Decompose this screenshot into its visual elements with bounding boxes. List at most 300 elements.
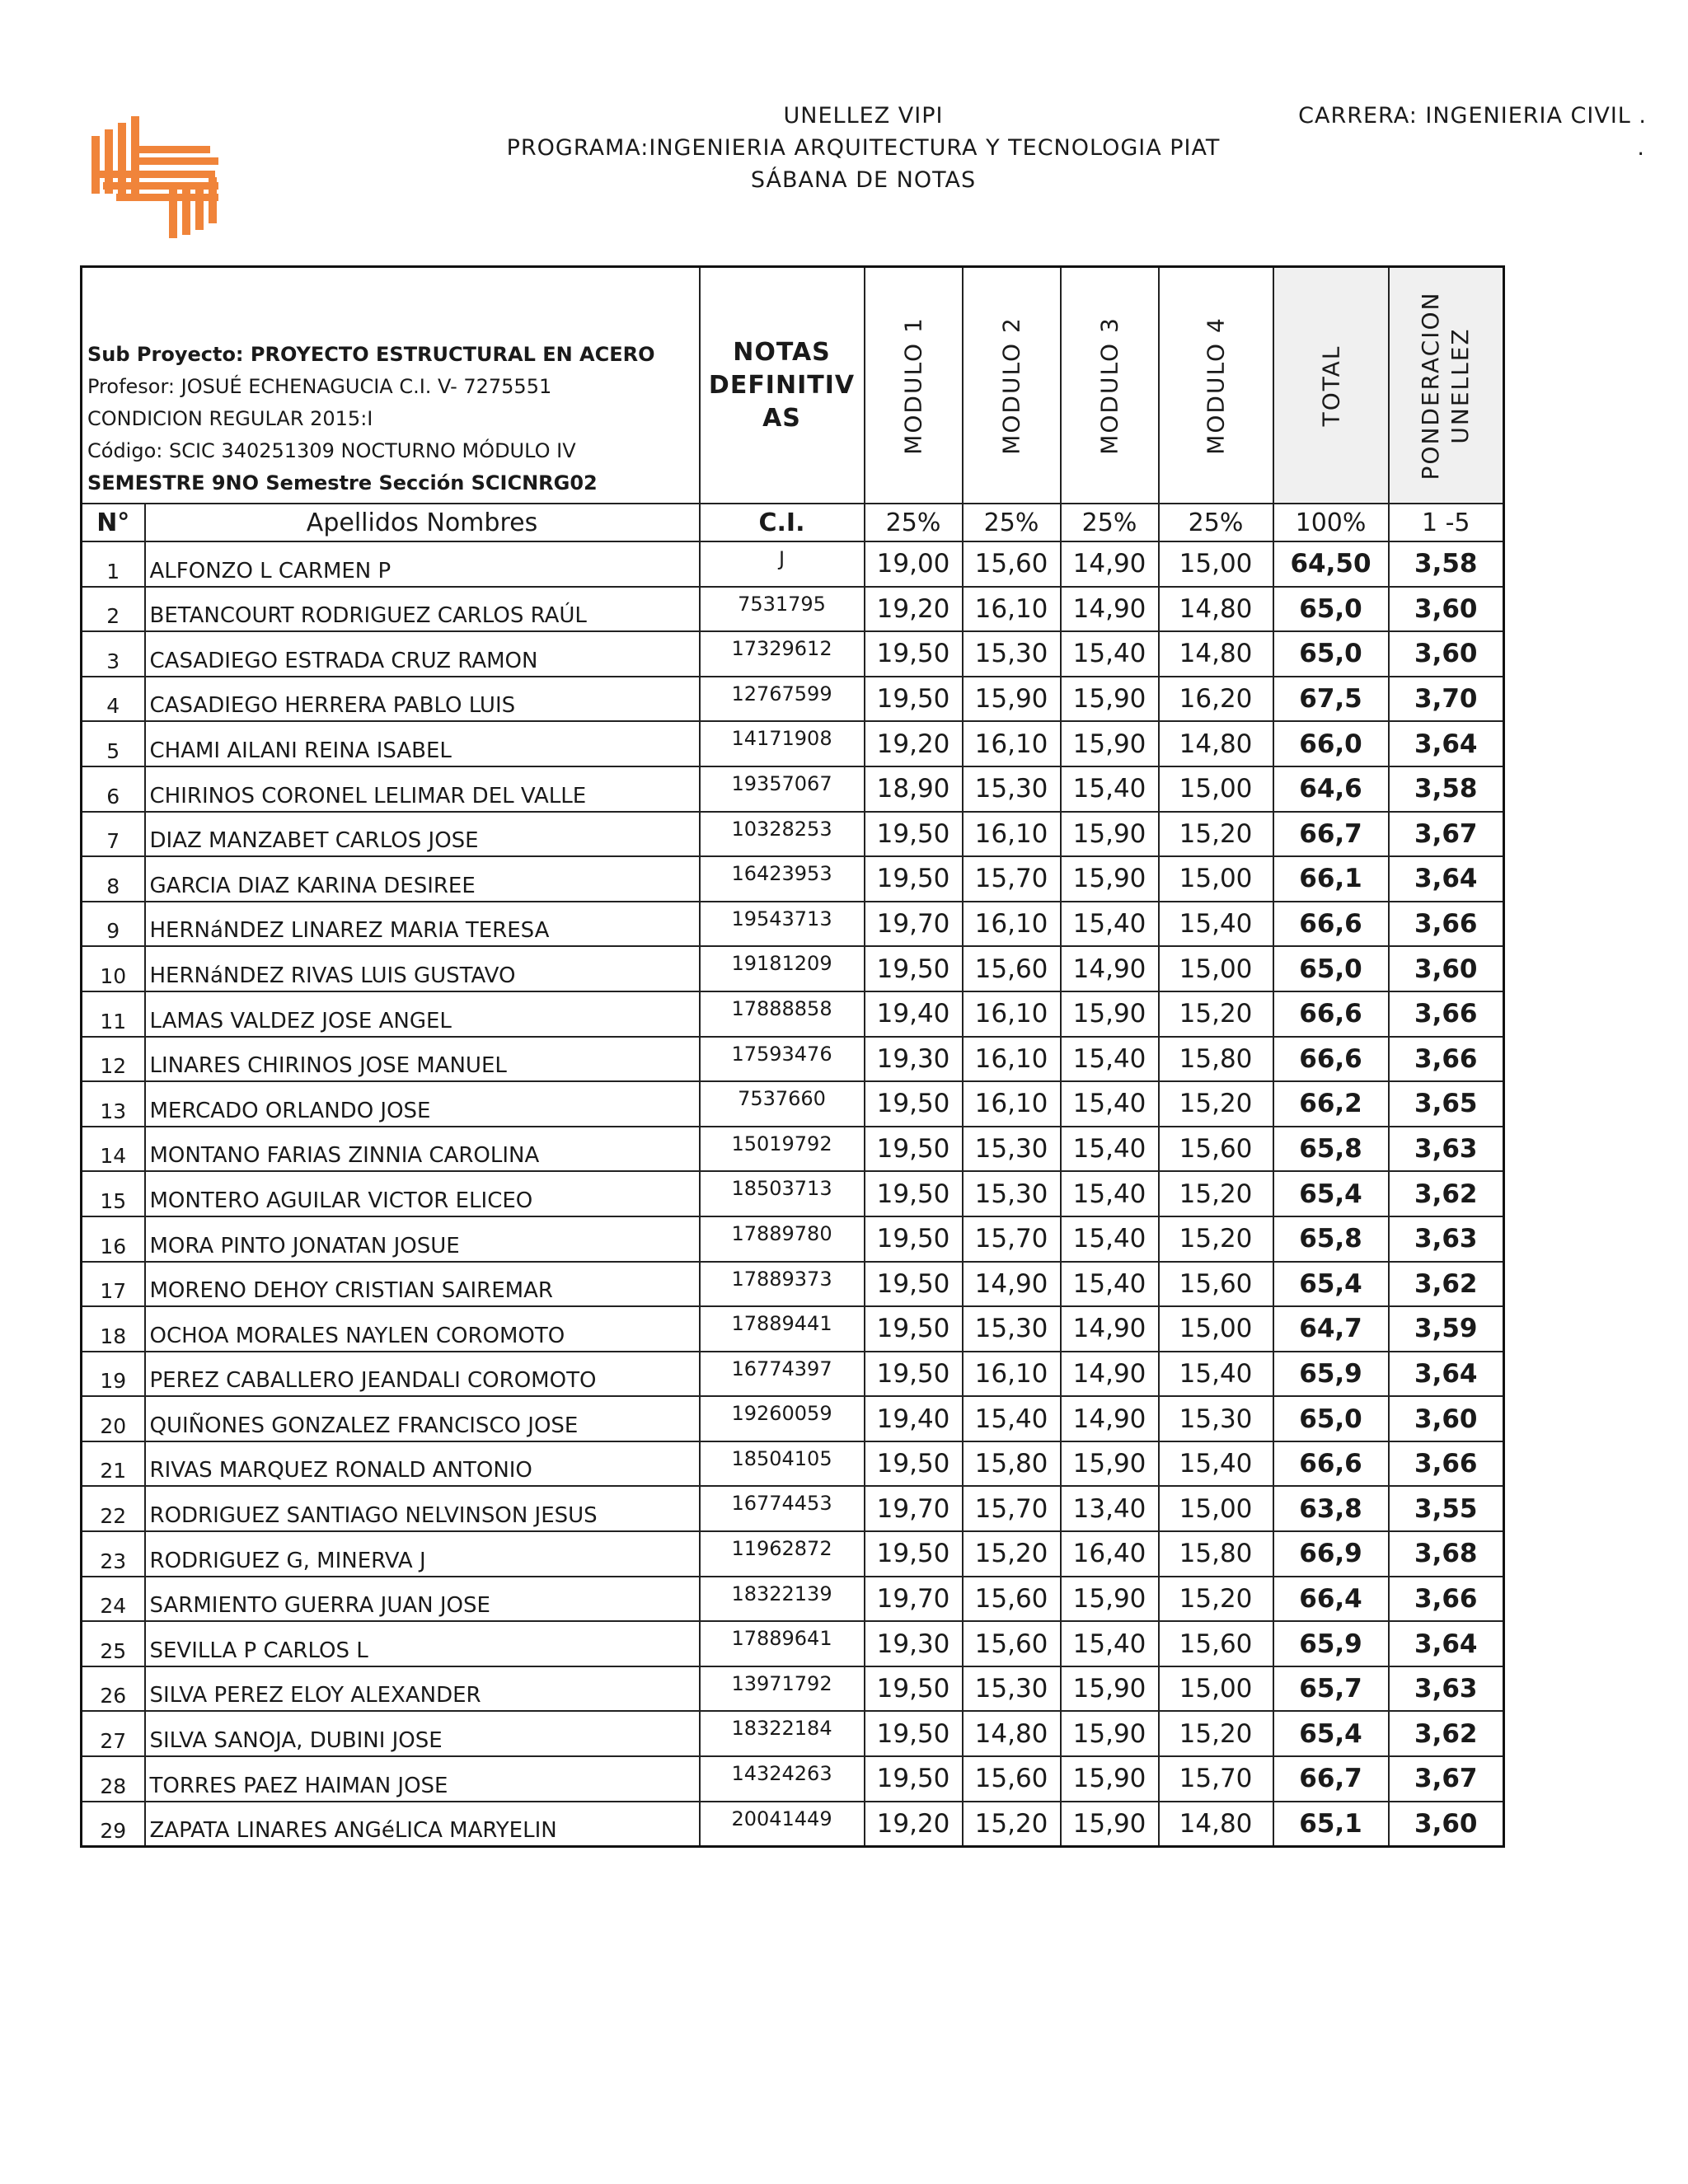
modulo1-header — [865, 267, 963, 504]
ponderacion-grade: 3,62 — [1389, 1171, 1504, 1216]
table-row — [82, 812, 1504, 857]
modulo1-grade: 19,50 — [865, 1081, 963, 1127]
ponderacion-grade: 3,64 — [1389, 856, 1504, 902]
total-grade: 65,9 — [1273, 1352, 1389, 1397]
row-number: 27 — [82, 1711, 145, 1756]
table-row — [82, 856, 1504, 902]
ponderacion-grade: 3,68 — [1389, 1531, 1504, 1577]
total-grade: 65,7 — [1273, 1666, 1389, 1712]
modulo2-grade: 16,10 — [963, 1352, 1061, 1397]
modulo2-grade: 15,60 — [963, 1621, 1061, 1666]
total-grade: 65,0 — [1273, 631, 1389, 677]
table-row — [82, 1396, 1504, 1441]
row-number: 12 — [82, 1037, 145, 1082]
student-ci: 20041449 — [700, 1802, 865, 1847]
modulo2-grade: 16,10 — [963, 721, 1061, 766]
row-number: 20 — [82, 1396, 145, 1441]
modulo3-grade: 13,40 — [1061, 1486, 1159, 1531]
modulo3-grade: 16,40 — [1061, 1531, 1159, 1577]
student-ci: 17889441 — [700, 1306, 865, 1352]
row-number: 14 — [82, 1127, 145, 1172]
row-number: 7 — [82, 812, 145, 857]
table-row — [82, 902, 1504, 947]
modulo2-grade: 16,10 — [963, 1037, 1061, 1082]
row-number: 5 — [82, 721, 145, 766]
modulo4-grade: 14,80 — [1159, 631, 1273, 677]
student-name: RODRIGUEZ SANTIAGO NELVINSON JESUS — [145, 1486, 700, 1531]
weight-ponderacion: 1 -5 — [1389, 504, 1504, 541]
total-header — [1273, 267, 1389, 504]
ponderacion-grade: 3,66 — [1389, 991, 1504, 1037]
modulo2-grade: 15,30 — [963, 1306, 1061, 1352]
student-ci: 18322139 — [700, 1577, 865, 1622]
ponderacion-grade: 3,64 — [1389, 721, 1504, 766]
ponderacion-grade: 3,58 — [1389, 766, 1504, 812]
modulo3-grade: 14,90 — [1061, 1396, 1159, 1441]
modulo2-grade: 15,60 — [963, 541, 1061, 587]
total-grade: 65,4 — [1273, 1262, 1389, 1307]
student-rows — [82, 541, 1504, 1847]
modulo1-grade: 19,40 — [865, 1396, 963, 1441]
row-number: 26 — [82, 1666, 145, 1712]
student-name: BETANCOURT RODRIGUEZ CARLOS RAÚL — [145, 587, 700, 632]
modulo3-grade: 15,90 — [1061, 1577, 1159, 1622]
notas-definitivas-header — [700, 267, 865, 504]
modulo2-grade: 15,90 — [963, 677, 1061, 722]
student-ci: 19543713 — [700, 902, 865, 947]
student-name: PEREZ CABALLERO JEANDALI COROMOTO — [145, 1352, 700, 1397]
modulo1-grade: 19,50 — [865, 1352, 963, 1397]
modulo1-grade: 19,50 — [865, 1666, 963, 1712]
student-ci: 16774453 — [700, 1486, 865, 1531]
modulo3-grade: 15,40 — [1061, 1216, 1159, 1262]
row-number: 24 — [82, 1577, 145, 1622]
student-name: SEVILLA P CARLOS L — [145, 1621, 700, 1666]
ponderacion-grade: 3,58 — [1389, 541, 1504, 587]
modulo1-grade: 19,50 — [865, 677, 963, 722]
table-row — [82, 1306, 1504, 1352]
student-name: HERNáNDEZ LINAREZ MARIA TERESA — [145, 902, 700, 947]
ponderacion-line1: PONDERACION — [1417, 291, 1445, 480]
modulo4-grade: 15,60 — [1159, 1127, 1273, 1172]
row-number: 1 — [82, 541, 145, 587]
ponderacion-grade: 3,66 — [1389, 902, 1504, 947]
modulo4-grade: 15,20 — [1159, 1171, 1273, 1216]
weight-modulo4: 25% — [1159, 504, 1273, 541]
table-row — [82, 677, 1504, 722]
row-number: 6 — [82, 766, 145, 812]
ponderacion-grade: 3,64 — [1389, 1352, 1504, 1397]
modulo4-grade: 14,80 — [1159, 721, 1273, 766]
modulo4-grade: 15,00 — [1159, 946, 1273, 991]
modulo4-grade: 15,80 — [1159, 1531, 1273, 1577]
ponderacion-grade: 3,63 — [1389, 1216, 1504, 1262]
row-number: 25 — [82, 1621, 145, 1666]
modulo1-grade: 19,20 — [865, 1802, 963, 1847]
modulo4-grade: 15,20 — [1159, 1081, 1273, 1127]
modulo1-grade: 19,50 — [865, 812, 963, 857]
modulo3-grade: 15,90 — [1061, 1666, 1159, 1712]
modulo3-grade: 14,90 — [1061, 541, 1159, 587]
modulo4-grade: 15,20 — [1159, 1216, 1273, 1262]
total-grade: 65,8 — [1273, 1127, 1389, 1172]
column-subheader-row — [82, 504, 1504, 541]
modulo1-grade: 19,00 — [865, 541, 963, 587]
modulo2-grade: 16,10 — [963, 902, 1061, 947]
student-ci: 10328253 — [700, 812, 865, 857]
modulo2-grade: 15,70 — [963, 1216, 1061, 1262]
student-ci: 18503713 — [700, 1171, 865, 1216]
program-title: PROGRAMA:INGENIERIA ARQUITECTURA Y TECNOLOGIA PIAT — [506, 135, 1221, 161]
modulo1-grade: 19,50 — [865, 1441, 963, 1487]
student-name: MONTANO FARIAS ZINNIA CAROLINA — [145, 1127, 700, 1172]
total-grade: 64,50 — [1273, 541, 1389, 587]
student-name: TORRES PAEZ HAIMAN JOSE — [145, 1756, 700, 1802]
total-grade: 65,9 — [1273, 1621, 1389, 1666]
modulo3-grade: 15,90 — [1061, 856, 1159, 902]
student-ci: 11962872 — [700, 1531, 865, 1577]
ponderacion-grade: 3,67 — [1389, 812, 1504, 857]
modulo2-grade: 16,10 — [963, 587, 1061, 632]
student-name: QUIÑONES GONZALEZ FRANCISCO JOSE — [145, 1396, 700, 1441]
modulo4-grade: 15,40 — [1159, 902, 1273, 947]
ponderacion-grade: 3,66 — [1389, 1037, 1504, 1082]
total-grade: 66,6 — [1273, 1441, 1389, 1487]
table-row — [82, 631, 1504, 677]
row-number: 17 — [82, 1262, 145, 1307]
course-info — [82, 267, 700, 504]
table-row — [82, 721, 1504, 766]
modulo3-grade: 15,40 — [1061, 1621, 1159, 1666]
table-row — [82, 766, 1504, 812]
modulo3-grade: 15,90 — [1061, 721, 1159, 766]
modulo2-grade: 16,10 — [963, 991, 1061, 1037]
modulo1-grade: 19,20 — [865, 721, 963, 766]
modulo2-grade: 15,70 — [963, 1486, 1061, 1531]
student-ci: 12767599 — [700, 677, 865, 722]
table-row — [82, 1037, 1504, 1082]
ponderacion-grade: 3,55 — [1389, 1486, 1504, 1531]
student-ci: 16423953 — [700, 856, 865, 902]
modulo4-grade: 15,00 — [1159, 1666, 1273, 1712]
table-row — [82, 1666, 1504, 1712]
modulo4-grade: 15,70 — [1159, 1756, 1273, 1802]
modulo2-label: MODULO 2 — [997, 316, 1025, 455]
student-name: MORENO DEHOY CRISTIAN SAIREMAR — [145, 1262, 700, 1307]
table-row — [82, 1262, 1504, 1307]
modulo1-grade: 19,70 — [865, 1486, 963, 1531]
student-ci: 19181209 — [700, 946, 865, 991]
student-name: MERCADO ORLANDO JOSE — [145, 1081, 700, 1127]
ponderacion-grade: 3,66 — [1389, 1441, 1504, 1487]
modulo3-grade: 15,90 — [1061, 1441, 1159, 1487]
row-number: 15 — [82, 1171, 145, 1216]
weight-total: 100% — [1273, 504, 1389, 541]
ci-header: C.I. — [700, 504, 865, 541]
ponderacion-grade: 3,65 — [1389, 1081, 1504, 1127]
total-grade: 64,6 — [1273, 766, 1389, 812]
modulo4-header — [1159, 267, 1273, 504]
student-ci: 13971792 — [700, 1666, 865, 1712]
modulo2-grade: 15,30 — [963, 1127, 1061, 1172]
codigo-label: Código: SCIC 340251309 NOCTURNO MÓDULO IV — [87, 439, 576, 462]
ponderacion-grade: 3,62 — [1389, 1711, 1504, 1756]
row-number: 29 — [82, 1802, 145, 1847]
modulo4-grade: 15,00 — [1159, 1486, 1273, 1531]
total-grade: 67,5 — [1273, 677, 1389, 722]
total-grade: 65,0 — [1273, 946, 1389, 991]
modulo3-grade: 15,40 — [1061, 902, 1159, 947]
row-number: 2 — [82, 587, 145, 632]
modulo4-grade: 15,20 — [1159, 812, 1273, 857]
modulo3-grade: 15,90 — [1061, 812, 1159, 857]
modulo4-grade: 16,20 — [1159, 677, 1273, 722]
modulo1-grade: 19,50 — [865, 946, 963, 991]
modulo3-grade: 15,90 — [1061, 1711, 1159, 1756]
table-row — [82, 1127, 1504, 1172]
modulo1-grade: 19,50 — [865, 1171, 963, 1216]
modulo2-grade: 15,30 — [963, 766, 1061, 812]
modulo2-header — [963, 267, 1061, 504]
table-row — [82, 1081, 1504, 1127]
student-name: LINARES CHIRINOS JOSE MANUEL — [145, 1037, 700, 1082]
modulo1-grade: 19,50 — [865, 856, 963, 902]
modulo4-grade: 15,20 — [1159, 1577, 1273, 1622]
table-row — [82, 1531, 1504, 1577]
modulo3-grade: 14,90 — [1061, 587, 1159, 632]
modulo3-grade: 15,90 — [1061, 1756, 1159, 1802]
modulo2-grade: 14,80 — [963, 1711, 1061, 1756]
student-ci: 17889641 — [700, 1621, 865, 1666]
nombres-header: Apellidos Nombres — [145, 504, 700, 541]
institution-title: UNELLEZ VIPI — [783, 103, 944, 129]
table-row — [82, 1802, 1504, 1847]
modulo1-grade: 19,50 — [865, 1216, 963, 1262]
subproyecto-label: Sub Proyecto: PROYECTO ESTRUCTURAL EN ACERO — [87, 343, 655, 366]
total-grade: 66,4 — [1273, 1577, 1389, 1622]
career-label: CARRERA: INGENIERIA CIVIL . — [1298, 103, 1647, 129]
total-grade: 66,6 — [1273, 902, 1389, 947]
modulo3-grade: 15,90 — [1061, 677, 1159, 722]
row-number: 11 — [82, 991, 145, 1037]
row-number: 18 — [82, 1306, 145, 1352]
table-row — [82, 1216, 1504, 1262]
ponderacion-grade: 3,66 — [1389, 1577, 1504, 1622]
student-ci: 7531795 — [700, 587, 865, 632]
student-ci: 14324263 — [700, 1756, 865, 1802]
document-title: SÁBANA DE NOTAS — [750, 167, 977, 193]
student-name: ALFONZO L CARMEN P — [145, 541, 700, 587]
table-row — [82, 1171, 1504, 1216]
modulo4-grade: 15,20 — [1159, 1711, 1273, 1756]
row-number: 19 — [82, 1352, 145, 1397]
modulo4-grade: 15,60 — [1159, 1621, 1273, 1666]
row-number: 3 — [82, 631, 145, 677]
modulo3-grade: 14,90 — [1061, 1352, 1159, 1397]
student-ci: 17889780 — [700, 1216, 865, 1262]
semestre-label: SEMESTRE 9NO Semestre Sección SCICNRG02 — [87, 471, 598, 494]
modulo3-grade: 15,90 — [1061, 1802, 1159, 1847]
student-ci: 19357067 — [700, 766, 865, 812]
modulo4-grade: 15,20 — [1159, 991, 1273, 1037]
modulo3-label: MODULO 3 — [1095, 316, 1123, 455]
modulo2-grade: 15,20 — [963, 1531, 1061, 1577]
modulo1-grade: 19,70 — [865, 1577, 963, 1622]
table-row — [82, 946, 1504, 991]
table-header-row — [82, 267, 1504, 504]
total-grade: 66,6 — [1273, 1037, 1389, 1082]
table-row — [82, 991, 1504, 1037]
profesor-label: Profesor: JOSUÉ ECHENAGUCIA C.I. V- 7275551 — [87, 375, 552, 398]
career-dot: . — [1637, 135, 1645, 161]
student-ci: 16774397 — [700, 1352, 865, 1397]
total-grade: 65,0 — [1273, 1396, 1389, 1441]
modulo1-grade: 19,50 — [865, 631, 963, 677]
student-name: CHAMI AILANI REINA ISABEL — [145, 721, 700, 766]
ponderacion-grade: 3,70 — [1389, 677, 1504, 722]
weight-modulo3: 25% — [1061, 504, 1159, 541]
row-number: 13 — [82, 1081, 145, 1127]
modulo2-grade: 16,10 — [963, 812, 1061, 857]
total-grade: 65,0 — [1273, 587, 1389, 632]
ponderacion-grade: 3,60 — [1389, 1802, 1504, 1847]
student-ci: 17889373 — [700, 1262, 865, 1307]
student-name: SARMIENTO GUERRA JUAN JOSE — [145, 1577, 700, 1622]
modulo1-grade: 19,20 — [865, 587, 963, 632]
total-grade: 66,7 — [1273, 1756, 1389, 1802]
student-name: ZAPATA LINARES ANGéLICA MARYELIN — [145, 1802, 700, 1847]
row-number: 28 — [82, 1756, 145, 1802]
row-number: 22 — [82, 1486, 145, 1531]
modulo3-grade: 15,90 — [1061, 991, 1159, 1037]
student-ci: 19260059 — [700, 1396, 865, 1441]
modulo1-grade: 19,30 — [865, 1621, 963, 1666]
modulo2-grade: 15,80 — [963, 1441, 1061, 1487]
student-ci: 7537660 — [700, 1081, 865, 1127]
student-ci: 15019792 — [700, 1127, 865, 1172]
student-name: CHIRINOS CORONEL LELIMAR DEL VALLE — [145, 766, 700, 812]
modulo1-grade: 19,70 — [865, 902, 963, 947]
ponderacion-grade: 3,63 — [1389, 1127, 1504, 1172]
student-name: SILVA PEREZ ELOY ALEXANDER — [145, 1666, 700, 1712]
student-name: HERNáNDEZ RIVAS LUIS GUSTAVO — [145, 946, 700, 991]
modulo1-grade: 19,50 — [865, 1262, 963, 1307]
student-name: CASADIEGO ESTRADA CRUZ RAMON — [145, 631, 700, 677]
table-row — [82, 1621, 1504, 1666]
total-grade: 65,1 — [1273, 1802, 1389, 1847]
modulo3-grade: 15,40 — [1061, 1127, 1159, 1172]
modulo1-label: MODULO 1 — [899, 316, 927, 455]
ponderacion-grade: 3,60 — [1389, 587, 1504, 632]
student-name: OCHOA MORALES NAYLEN COROMOTO — [145, 1306, 700, 1352]
table-row — [82, 1352, 1504, 1397]
grades-table — [80, 265, 1505, 1848]
student-ci: 18504105 — [700, 1441, 865, 1487]
total-grade: 66,9 — [1273, 1531, 1389, 1577]
modulo3-grade: 15,40 — [1061, 766, 1159, 812]
total-label: TOTAL — [1317, 344, 1345, 426]
modulo4-grade: 15,00 — [1159, 856, 1273, 902]
student-name: SILVA SANOJA, DUBINI JOSE — [145, 1711, 700, 1756]
student-ci: 17888858 — [700, 991, 865, 1037]
table-row — [82, 1711, 1504, 1756]
modulo4-grade: 15,40 — [1159, 1352, 1273, 1397]
modulo1-grade: 19,50 — [865, 1127, 963, 1172]
modulo4-grade: 15,60 — [1159, 1262, 1273, 1307]
total-grade: 66,6 — [1273, 991, 1389, 1037]
student-name: MONTERO AGUILAR VICTOR ELICEO — [145, 1171, 700, 1216]
modulo2-grade: 15,40 — [963, 1396, 1061, 1441]
ponderacion-grade: 3,62 — [1389, 1262, 1504, 1307]
row-number: 21 — [82, 1441, 145, 1487]
modulo4-grade: 15,00 — [1159, 766, 1273, 812]
total-grade: 66,0 — [1273, 721, 1389, 766]
ponderacion-label — [1416, 291, 1475, 480]
row-number: 9 — [82, 902, 145, 947]
ponderacion-grade: 3,60 — [1389, 1396, 1504, 1441]
table-row — [82, 541, 1504, 587]
modulo3-grade: 14,90 — [1061, 946, 1159, 991]
row-number: 4 — [82, 677, 145, 722]
weight-modulo1: 25% — [865, 504, 963, 541]
modulo3-grade: 15,40 — [1061, 1081, 1159, 1127]
table-row — [82, 1441, 1504, 1487]
table-row — [82, 1756, 1504, 1802]
ponderacion-line2: UNELLEZ — [1447, 326, 1475, 444]
total-grade: 66,2 — [1273, 1081, 1389, 1127]
table-row — [82, 1577, 1504, 1622]
modulo4-grade: 15,30 — [1159, 1396, 1273, 1441]
ponderacion-grade: 3,59 — [1389, 1306, 1504, 1352]
student-name: RIVAS MARQUEZ RONALD ANTONIO — [145, 1441, 700, 1487]
student-ci: 14171908 — [700, 721, 865, 766]
student-ci: J — [700, 541, 865, 587]
row-number: 23 — [82, 1531, 145, 1577]
modulo4-grade: 14,80 — [1159, 587, 1273, 632]
no-header: N° — [82, 504, 145, 541]
student-ci: 18322184 — [700, 1711, 865, 1756]
student-name: GARCIA DIAZ KARINA DESIREE — [145, 856, 700, 902]
modulo4-grade: 15,40 — [1159, 1441, 1273, 1487]
modulo1-grade: 19,30 — [865, 1037, 963, 1082]
ponderacion-grade: 3,63 — [1389, 1666, 1504, 1712]
modulo2-grade: 15,30 — [963, 631, 1061, 677]
modulo4-grade: 15,00 — [1159, 1306, 1273, 1352]
modulo2-grade: 15,20 — [963, 1802, 1061, 1847]
modulo4-grade: 14,80 — [1159, 1802, 1273, 1847]
ponderacion-grade: 3,60 — [1389, 631, 1504, 677]
table-row — [82, 587, 1504, 632]
total-grade: 65,4 — [1273, 1711, 1389, 1756]
modulo2-grade: 16,10 — [963, 1081, 1061, 1127]
modulo2-grade: 15,30 — [963, 1171, 1061, 1216]
modulo3-grade: 15,40 — [1061, 631, 1159, 677]
modulo2-grade: 15,60 — [963, 946, 1061, 991]
total-grade: 66,1 — [1273, 856, 1389, 902]
modulo4-grade: 15,80 — [1159, 1037, 1273, 1082]
ponderacion-grade: 3,67 — [1389, 1756, 1504, 1802]
row-number: 16 — [82, 1216, 145, 1262]
row-number: 8 — [82, 856, 145, 902]
student-name: CASADIEGO HERRERA PABLO LUIS — [145, 677, 700, 722]
modulo1-grade: 19,50 — [865, 1531, 963, 1577]
student-name: RODRIGUEZ G, MINERVA J — [145, 1531, 700, 1577]
modulo2-grade: 14,90 — [963, 1262, 1061, 1307]
modulo2-grade: 15,70 — [963, 856, 1061, 902]
student-name: MORA PINTO JONATAN JOSUE — [145, 1216, 700, 1262]
modulo4-label: MODULO 4 — [1202, 316, 1230, 455]
modulo1-grade: 19,50 — [865, 1711, 963, 1756]
